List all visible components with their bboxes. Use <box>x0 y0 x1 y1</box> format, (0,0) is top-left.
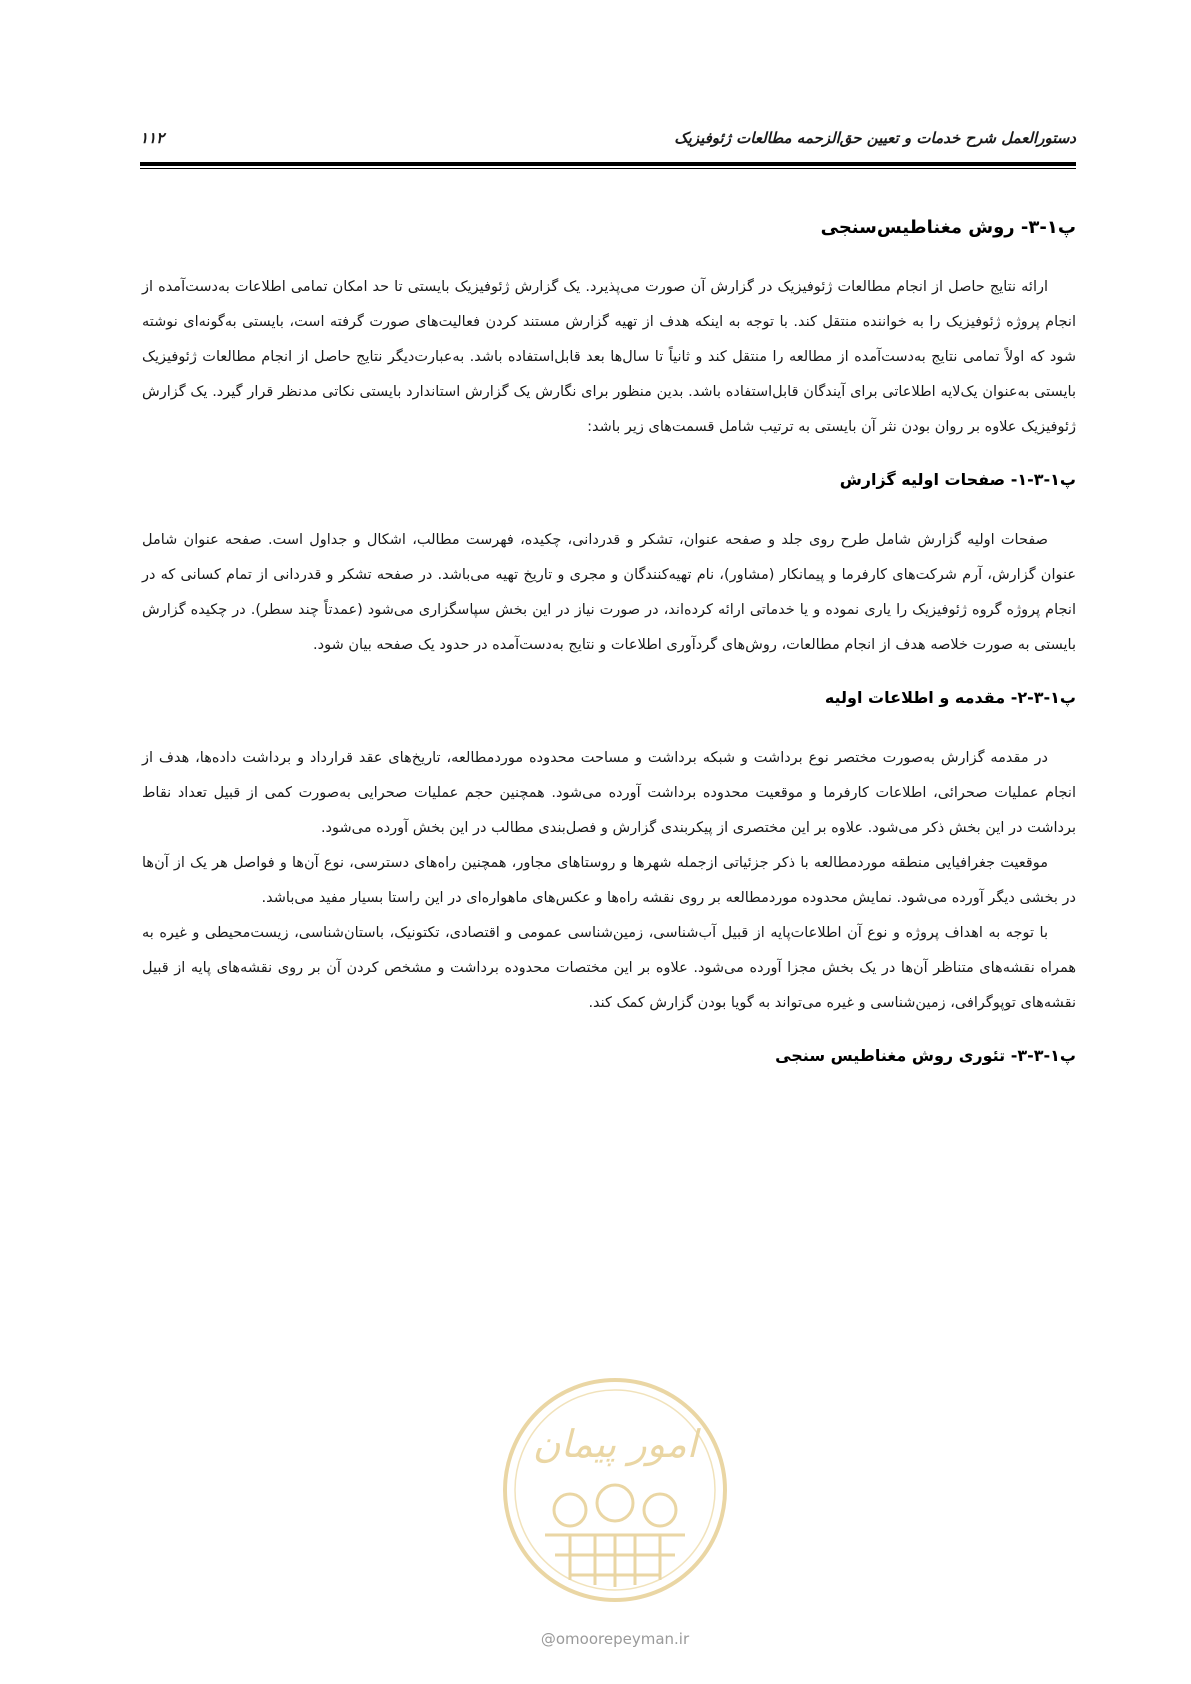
section-heading: پ۱-۳- روش مغناطیس‌سنجی <box>820 217 1076 238</box>
watermark-site-text: @omoorepeyman.ir <box>540 1630 690 1648</box>
page-number: ۱۱۲ <box>140 129 165 147</box>
subsection-heading-2: پ۱-۳-۲- مقدمه و اطلاعات اولیه <box>824 688 1076 707</box>
page-header <box>140 128 1076 158</box>
watermark-logo-icon <box>500 1375 730 1605</box>
subsection-1-paragraph: صفحات اولیه گزارش شامل طرح روی جلد و صفحه عنوان، تشکر و قدردانی، چکیده، فهرست مطالب، اشکال و جداول است. صفحه عنوان شامل عنوان گزارش، آرم شرکت‌های کارفرما و پیمانکار (مشاور)، نام تهیه‌کنندگان و مجری و تاریخ تهیه می‌باشد. در صفحه تشکر و قدردانی از تمام کسانی که در انجام پروژه گروه ژئوفیزیک را یاری نموده و یا خدماتی ارائه کرده‌اند، در صورت نیاز در این بخش سپاسگزاری می‌شود (عمدتاً چند سطر). در چکیده گزارش بایستی به صورت خلاصه هدف از انجام مطالعات، روش‌های گردآوری اطلاعات و نتایج به‌دست‌آمده در حدود یک صفحه بیان شود. <box>142 532 1076 653</box>
subsection-2-paragraph-3: با توجه به اهداف پروژه و نوع آن اطلاعات‌پایه از قبیل آب‌شناسی، زمین‌شناسی عمومی و اقتصادی، تکتونیک، باستان‌شناسی، زیست‌محیطی و غیره به همراه نقشه‌های متناظر آن‌ها در یک بخش مجزا آورده می‌شود. علاوه بر این مختصات محدوده برداشت و مشخص کردن آن بر روی نقشه‌های پایه از قبیل نقشه‌های توپوگرافی، زمین‌شناسی و غیره می‌تواند به گویا بودن گزارش کمک کند. <box>142 925 1076 1011</box>
subsection-2-paragraph-1: در مقدمه گزارش به‌صورت مختصر نوع برداشت و شبکه برداشت و مساحت محدوده موردمطالعه، تاریخ‌های عقد قرارداد و برداشت داده‌ها، هدف از انجام عملیات صحرائی، اطلاعات کارفرما و موقعیت محدوده برداشت آورده می‌شود. همچنین حجم عملیات صحرایی به‌صورت کمی از قبیل تعداد نقاط برداشت در این بخش ذکر می‌شود. علاوه بر این مختصری از پیکربندی گزارش و فصل‌بندی مطالب در این بخش آورده می‌شود. <box>142 750 1076 836</box>
running-title: دستورالعمل شرح خدمات و تعیین حق‌الزحمه مطالعات ژئوفیزیک <box>674 129 1076 147</box>
document-body <box>142 214 1076 1099</box>
subsection-2-paragraph-2: موقعیت جغرافیایی منطقه موردمطالعه با ذکر جزئیاتی ازجمله شهرها و روستاهای مجاور، همچنین راه‌های دسترسی، نوع آن‌ها و فواصل هر یک از آن‌ها در بخشی دیگر آورده می‌شود. نمایش محدوده موردمطالعه بر روی نقشه راه‌ها و عکس‌های ماهواره‌ای در این راستا بسیار مفید می‌باشد. <box>142 855 1076 906</box>
svg-text:امور پیمان: امور پیمان <box>532 1422 698 1466</box>
subsection-heading-3: پ۱-۳-۳- تئوری روش مغناطیس سنجی <box>775 1046 1076 1065</box>
subsection-heading-1: پ۱-۳-۱- صفحات اولیه گزارش <box>839 470 1076 489</box>
header-rule-thick <box>140 162 1076 166</box>
intro-paragraph: ارائه نتایج حاصل از انجام مطالعات ژئوفیزیک در گزارش آن صورت می‌پذیرد. یک گزارش ژئوفیزیک بایستی تا حد امکان تمامی اطلاعات به‌دست‌آمده از انجام پروژه ژئوفیزیک را به خواننده منتقل کند. با توجه به اینکه هدف از تهیه گزارش مستند کردن فعالیت‌های صورت گرفته است، بایستی به‌گونه‌ای نوشته شود که اولاً تمامی نتایج به‌دست‌آمده از مطالعه را منتقل کند و ثانیاً تا سال‌ها بعد قابل‌استفاده باشد. به‌عبارت‌دیگر نتایج حاصل از انجام مطالعات ژئوفیزیک بایستی به‌عنوان یک‌لایه اطلاعاتی برای آیندگان قابل‌استفاده باشد. بدین منظور برای نگارش یک گزارش استاندارد بایستی نکاتی مدنظر قرار گیرد. یک گزارش ژئوفیزیک علاوه بر روان بودن نثر آن بایستی به ترتیب شامل قسمت‌های زیر باشد: <box>142 279 1076 435</box>
header-rule-thin <box>140 168 1076 169</box>
